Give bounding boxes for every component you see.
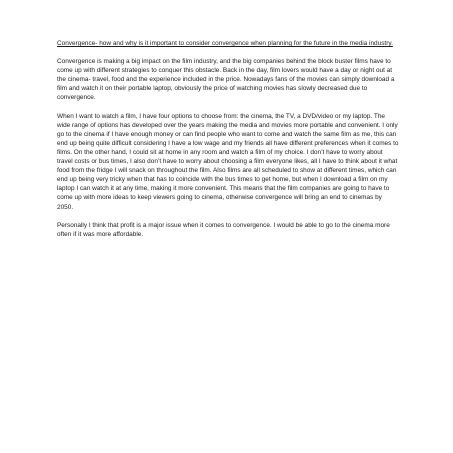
document-title: Convergence- how and why is it important to consider convergence when planning for the future in the media industry. — [57, 40, 393, 47]
paragraph-2: When I want to watch a film, I have four options to choose from: the cinema, the TV, a DVD/video or my laptop. The wide range of options has developed over the years making the media and movies more portable and convenient. I only go to the cinema if I have enough money or can find people who want to come and watch the same film as me, this can end up being quite difficult considering I have a low wage and my friends all have different preferences when it comes to films. On the other hand, I could sit at home in any room and watch a film of my choice. I don’t have to worry about travel costs or bus times, I also don’t have to worry about choosing a film everyone likes, all I have to think about it what food from the fridge I will snack on throughout the film. Also films are all scheduled to show at different times, which can end up being very tricky when that has to coincide with the bus times to get home, but when I download a film on my laptop I can watch it at any time, making it more convenient. This means that the film companies are going to have to come up with more ideas to keep viewers going to cinema, otherwise convergence will bring an end to cinemas by 2050. — [57, 112, 399, 211]
paragraph-3: Personally I think that profit is a major issue when it comes to convergence. I would be able to go to the cinema more often if it was more affordable. — [57, 221, 390, 238]
paragraph-1: Convergence is making a big impact on the film industry, and the big companies behind the block buster films have to come up with different strategies to conquer this obstacle. Back in the day, film lovers would have a day or night out at the cinema- travel, food and the experience included in the price. Nowadays fans of the movies can simply download a film and watch it on their portable laptop, obviously the price of watching movies has slowly decreased due to convergence. — [57, 58, 395, 102]
document-body — [57, 39, 399, 248]
